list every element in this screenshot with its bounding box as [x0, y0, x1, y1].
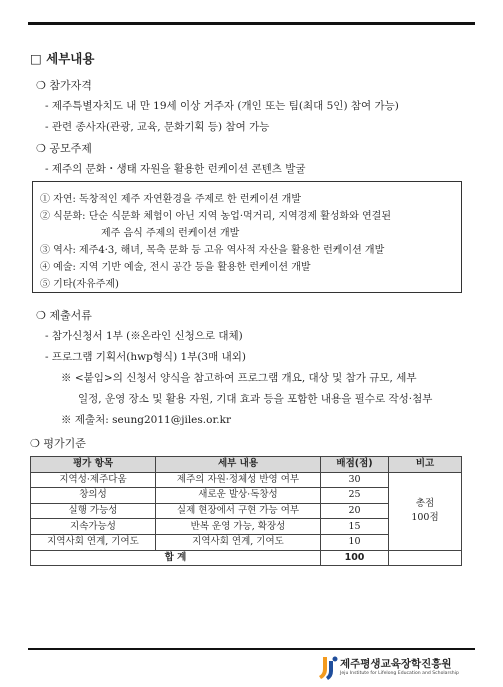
- organization-name-en: Jeju Institute for Lifelong Education and Scholarship: [340, 671, 459, 676]
- theme-box-line: ④ 예술: 지역 기반 예술, 전시 공간 등을 활용한 런케이션 개발: [40, 262, 311, 273]
- section-title: □ 세부내용: [30, 51, 95, 66]
- criteria-note: [389, 472, 462, 550]
- eligibility-item: - 관련 종사자(관광, 교육, 문화기획 등) 참여 가능: [45, 121, 270, 133]
- total-value: 100: [321, 550, 389, 566]
- criteria-item: 실행 가능성: [31, 503, 156, 519]
- theme-box-line: ③ 역사: 제주4·3, 해녀, 목축 문화 등 고유 역사적 자산을 활용한 런케이션 개발: [40, 245, 385, 256]
- organization-name: 제주평생교육장학진흥원: [340, 658, 452, 670]
- organization-logo: [318, 654, 488, 682]
- criteria-item: 창의성: [31, 488, 156, 504]
- criteria-detail: 반복 운영 가능, 확장성: [156, 519, 321, 535]
- bottom-rule: [28, 648, 475, 650]
- criteria-score: 15: [321, 519, 389, 535]
- column-header: 세부 내용: [156, 457, 321, 473]
- theme-box: [32, 181, 462, 293]
- criteria-item: 지역사회 연계, 기여도: [31, 534, 156, 550]
- column-header: 배점(점): [321, 457, 389, 473]
- column-header: 평가 항목: [31, 457, 156, 473]
- theme-box-line: ① 자연: 독창적인 제주 자연환경을 주제로 한 런케이션 개발: [40, 194, 301, 205]
- submission-address: ※ 제출처: seung2011@jiles.or.kr: [61, 414, 232, 426]
- criteria-detail: 새로운 발상·독창성: [156, 488, 321, 504]
- criteria-item: 지속가능성: [31, 519, 156, 535]
- table-row: [31, 472, 462, 488]
- criteria-score: 20: [321, 503, 389, 519]
- column-header: 비고: [389, 457, 462, 473]
- total-label: 합 계: [31, 550, 321, 566]
- documents-heading: ❍ 제출서류: [36, 309, 92, 322]
- theme-box-line: ⑤ 기타(자유주제): [40, 279, 119, 290]
- theme-heading: ❍ 공모주제: [36, 142, 92, 155]
- eligibility-heading: ❍ 참가자격: [36, 79, 92, 92]
- total-row: [31, 550, 462, 566]
- criteria-detail: 지역사회 연계, 기여도: [156, 534, 321, 550]
- criteria-score: 10: [321, 534, 389, 550]
- note-points: 100점: [411, 512, 439, 524]
- top-rule: [28, 22, 475, 25]
- documents-item: - 프로그램 기획서(hwp형식) 1부(3매 내외): [45, 351, 246, 363]
- theme-item: - 제주의 문화・생태 자원을 활용한 런케이션 콘텐츠 발굴: [45, 163, 306, 175]
- eligibility-item: - 제주특별자치도 내 만 19세 이상 거주자 (개인 또는 팀(최대 5인) 참여 가능): [45, 100, 399, 112]
- theme-box-line: ② 식문화: 단순 식문화 체험이 아닌 지역 농업·먹거리, 지역경제 활성화와 연결된: [40, 211, 391, 222]
- evaluation-table: [30, 456, 462, 566]
- criteria-heading: ❍ 평가기준: [30, 437, 86, 450]
- criteria-item: 지역성·제주다움: [31, 472, 156, 488]
- criteria-detail: 실제 현장에서 구현 가능 여부: [156, 503, 321, 519]
- criteria-score: 25: [321, 488, 389, 504]
- theme-box-line: 제주 음식 주제의 런케이션 개발: [101, 228, 240, 239]
- criteria-detail: 제주의 자원·정체성 반영 여부: [156, 472, 321, 488]
- logo-emblem-icon: [318, 655, 338, 681]
- table-header-row: [31, 457, 462, 473]
- documents-note: 일정, 운영 장소 및 활용 자원, 기대 효과 등을 포함한 내용을 필수로 작성·첨부: [78, 393, 433, 405]
- criteria-score: 30: [321, 472, 389, 488]
- total-note-empty: [389, 550, 462, 566]
- documents-item: - 참가신청서 1부 (※온라인 신청으로 대체): [45, 330, 243, 342]
- documents-note: ※ <붙임>의 신청서 양식을 참고하여 프로그램 개요, 대상 및 참가 규모, 세부: [61, 372, 417, 384]
- note-total: 총점: [415, 498, 435, 510]
